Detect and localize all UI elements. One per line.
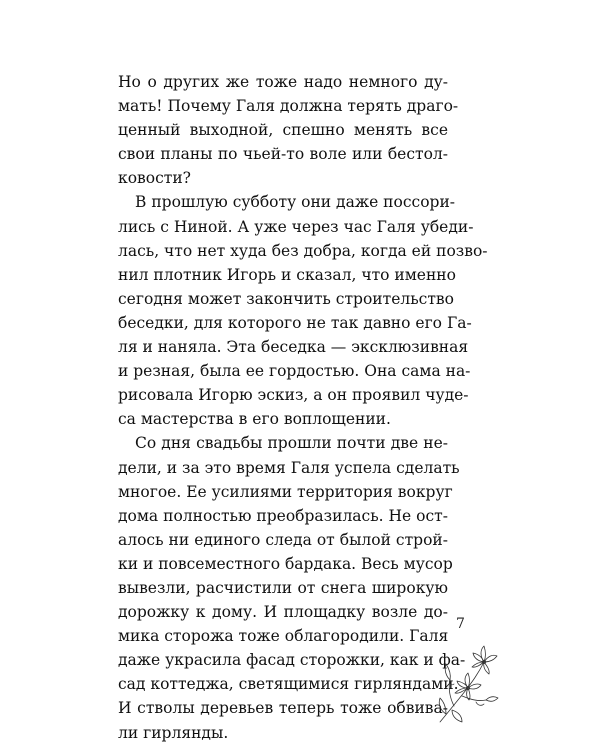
flower-branch-icon	[432, 640, 500, 730]
text-line: ля и наняла. Эта беседка — эксклюзивная	[118, 338, 469, 357]
text-line: дома полностью преобразилась. Не ост-	[118, 506, 448, 525]
text-line: дорожку к дому. И площадку возле до-	[118, 603, 448, 622]
page-number: 7	[456, 616, 465, 632]
text-line: нил плотник Игорь и сказал, что именно	[118, 265, 456, 284]
text-line: беседки, для которого не так давно его Га-	[118, 313, 472, 332]
text-line: мика сторожа тоже облагородили. Галя	[118, 627, 449, 646]
text-line: многое. Ее усилиями территория вокруг	[118, 482, 453, 501]
text-line: ки и повсеместного бардака. Весь мусор	[118, 554, 453, 573]
text-line: ценный выходной, спешно менять все	[118, 121, 448, 140]
text-line: алось ни единого следа от былой строй-	[118, 530, 448, 549]
text-line: ли гирлянды.	[118, 723, 229, 742]
text-line: рисовала Игорю эскиз, а он проявил чуде-	[118, 386, 469, 405]
text-line: Но о других же тоже надо немного ду-	[118, 73, 448, 91]
text-line: ковости?	[118, 169, 191, 188]
text-line: Со дня свадьбы прошли почти две не-	[135, 434, 448, 453]
text-line: даже украсила фасад сторожки, как и фа-	[118, 651, 466, 670]
text-line: И стволы деревьев теперь тоже обвива-	[118, 699, 448, 718]
text-line: мать! Почему Галя должна терять драго-	[118, 97, 459, 116]
text-line: свои планы по чьей-то воле или бестол-	[118, 145, 448, 164]
text-line: сегодня может закончить строительство	[118, 289, 454, 308]
text-line: и резная, была ее гордостью. Она сама на-	[118, 362, 471, 381]
text-line: В прошлую субботу они даже поссори-	[135, 193, 456, 212]
text-line: сад коттеджа, светящимися гирляндами.	[118, 675, 459, 694]
text-line: лась, что нет худа без добра, когда ей позво-	[118, 241, 488, 260]
text-line: дели, и за это время Галя успела сделать	[118, 458, 460, 477]
body-text	[118, 70, 488, 745]
text-line: вывезли, расчистили от снега широкую	[118, 578, 448, 597]
text-line: лись с Ниной. А уже через час Галя убеди-	[118, 217, 474, 236]
text-line: са мастерства в его воплощении.	[118, 410, 391, 429]
